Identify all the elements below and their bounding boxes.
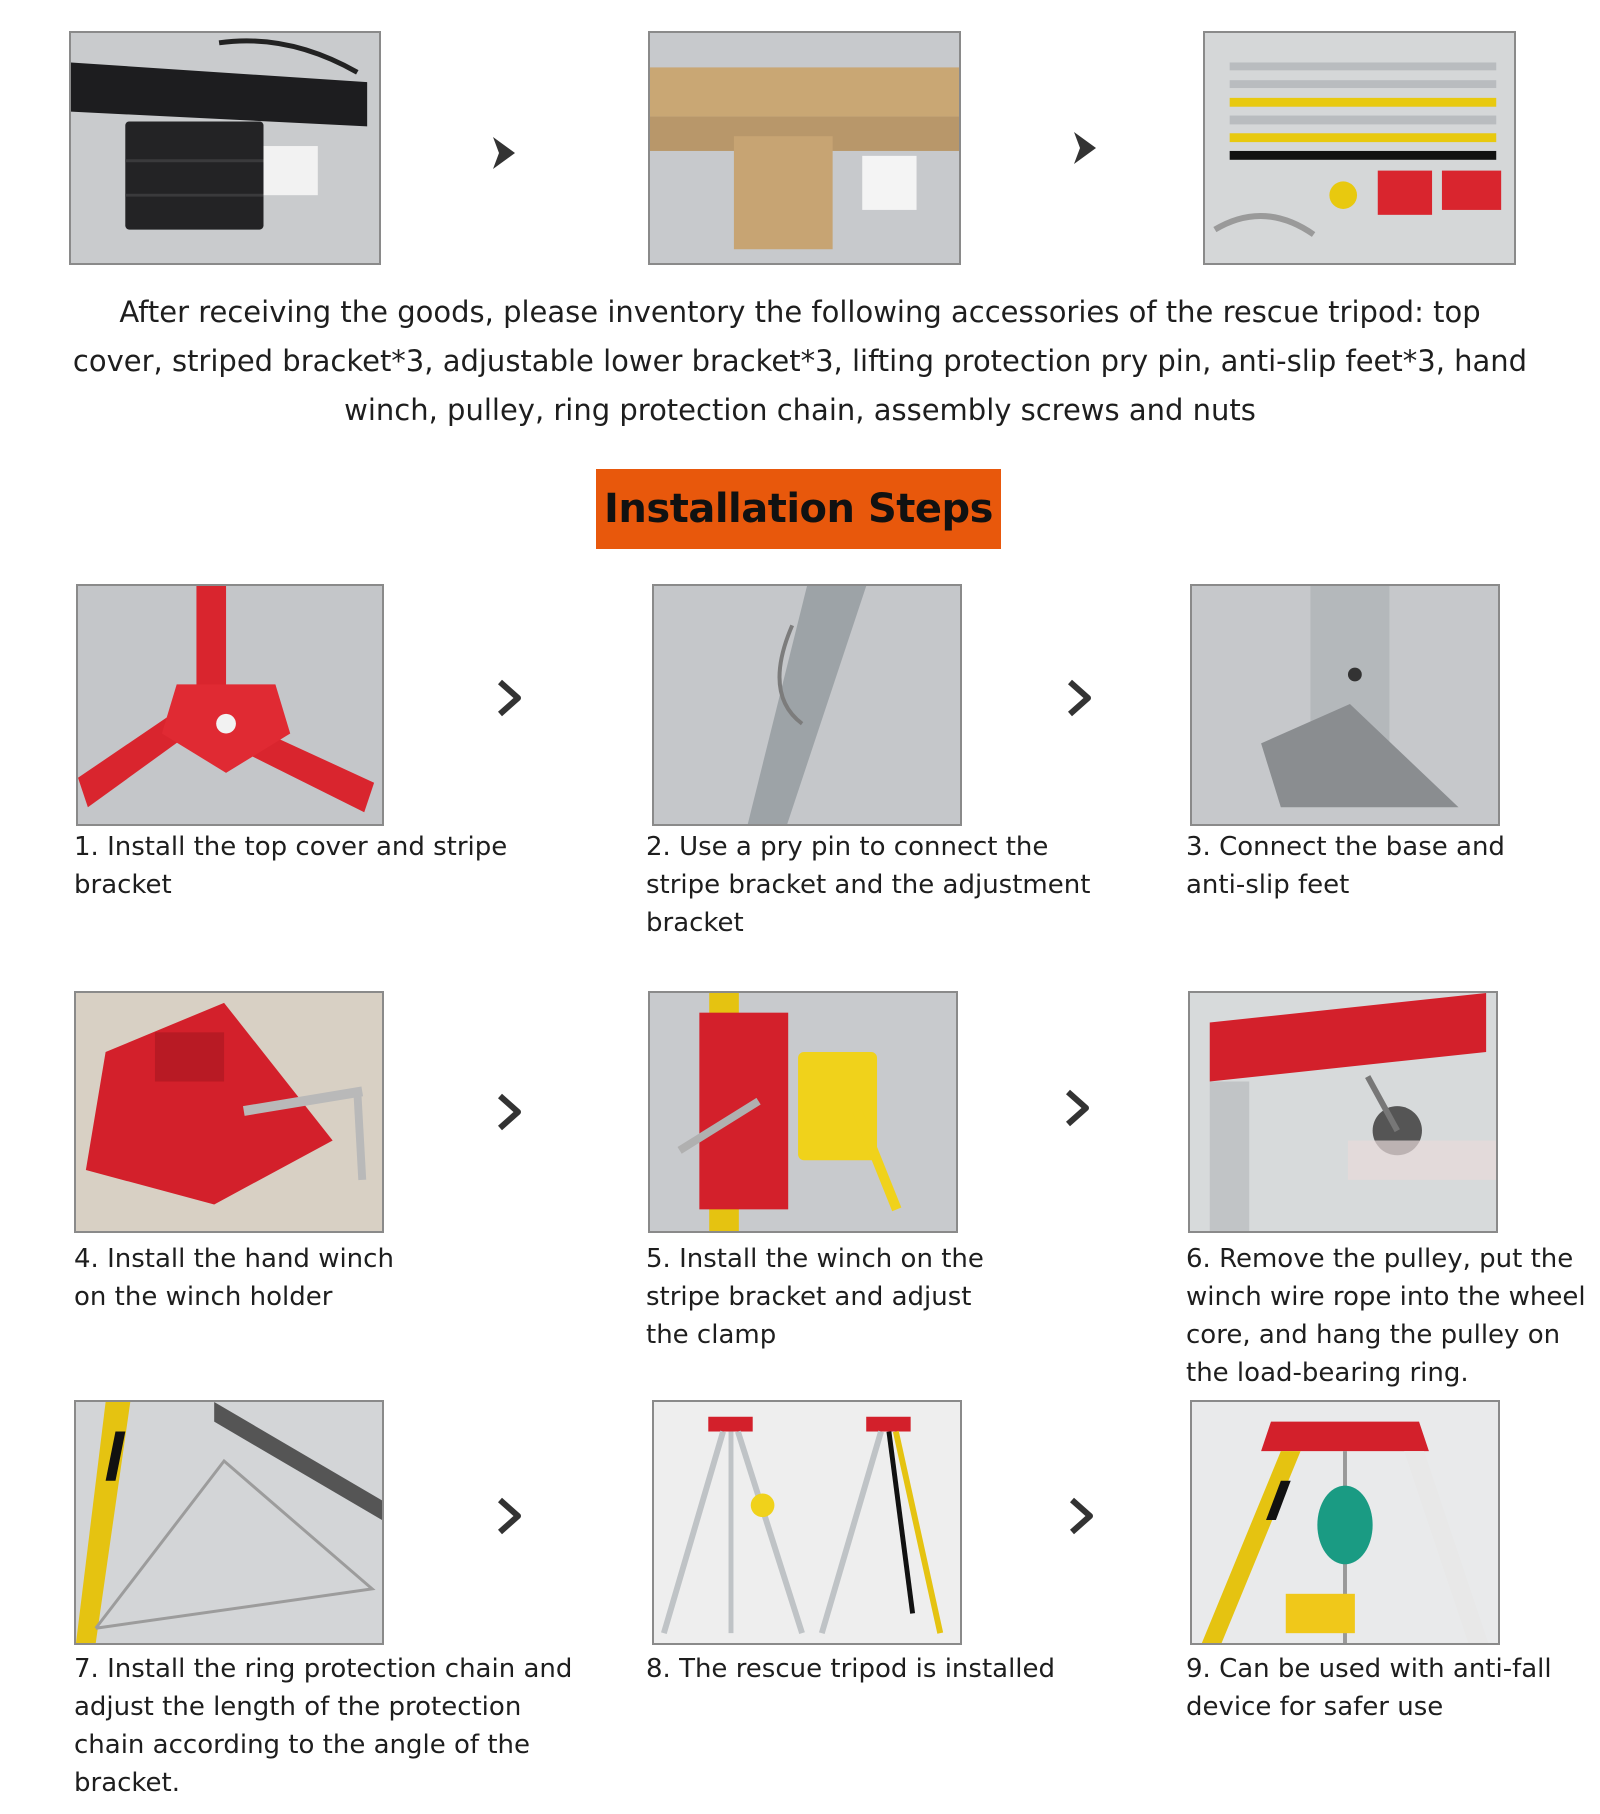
step-1-caption: 1. Install the top cover and stripe bracket: [74, 832, 508, 900]
chevron-right-icon: [494, 1496, 524, 1536]
chevron-right-icon: [489, 133, 519, 173]
step-7-caption: 7. Install the ring protection chain and adjust the length of the protection chain according to the angle of the bracket.: [74, 1654, 573, 1798]
unpacked-parts-photo: [1203, 31, 1516, 265]
step-9-photo: [1190, 1400, 1500, 1645]
section-banner: [596, 469, 1001, 549]
chevron-right-icon: [1070, 128, 1100, 168]
chevron-right-icon: [1064, 678, 1094, 718]
step-9-caption: 9. Can be used with anti-fall device for safer use: [1186, 1654, 1552, 1722]
banner-title: Installation Steps: [604, 486, 993, 532]
step-2-caption: 2. Use a pry pin to connect the stripe bracket and the adjustment bracket: [646, 832, 1091, 938]
packed-bags-photo: [69, 31, 381, 265]
step-3-photo: [1190, 584, 1500, 826]
step-6-caption: 6. Remove the pulley, put the winch wire rope into the wheel core, and hang the pulley on the load-bearing ring.: [1186, 1244, 1586, 1388]
chevron-right-icon: [494, 1092, 524, 1132]
chevron-right-icon: [1066, 1496, 1096, 1536]
step-8-caption: 8. The rescue tripod is installed: [646, 1654, 1056, 1684]
step-5-caption: 5. Install the winch on the stripe bracket and adjust the clamp: [646, 1244, 984, 1350]
step-5-photo: [648, 991, 958, 1233]
step-4-photo: [74, 991, 384, 1233]
step-2-photo: [652, 584, 962, 826]
step-7-photo: [74, 1400, 384, 1645]
chevron-right-icon: [494, 678, 524, 718]
chevron-right-icon: [1062, 1088, 1092, 1128]
step-6-photo: [1188, 991, 1498, 1233]
step-4-caption: 4. Install the hand winch on the winch holder: [74, 1244, 394, 1312]
cardboard-boxes-photo: [648, 31, 961, 265]
inventory-instructions: After receiving the goods, please inventory the following accessories of the rescue tripod: top cover, striped bracket*3, adjustable lower bracket*3, lifting protection pry pin, anti-slip feet*3, hand winch, pulley, ring protection chain, assembly screws and nuts: [72, 295, 1528, 427]
step-8-photo: [652, 1400, 962, 1645]
step-1-photo: [76, 584, 384, 826]
step-3-caption: 3. Connect the base and anti-slip feet: [1186, 832, 1505, 900]
